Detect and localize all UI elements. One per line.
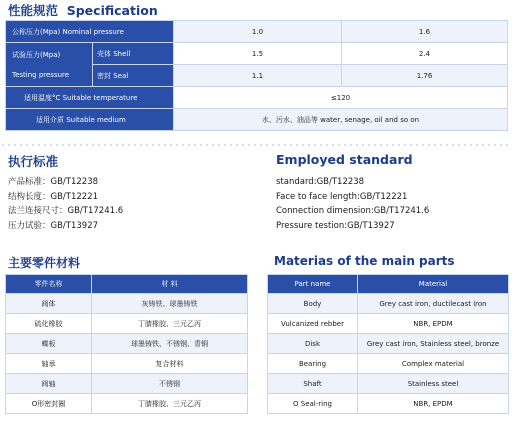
material-cell: NBR, EPDM <box>358 314 509 334</box>
standard-cn-line: 压力试验：GB/T13927 <box>8 220 99 231</box>
standard-cn-list <box>8 175 123 233</box>
temperature-label: 适用温度°C Suitable temperature <box>6 87 174 109</box>
testing-pressure-label-en: Testing pressure <box>12 70 70 79</box>
nominal-pressure-label: 公称压力(Mpa) Nominal pressure <box>6 21 174 43</box>
part-name-cell: O形密封圈 <box>6 394 92 414</box>
material-cell: 丁腈橡胶、三元乙丙 <box>92 394 248 414</box>
table-row <box>268 374 509 394</box>
part-name-cell: Body <box>268 294 358 314</box>
spec-title <box>8 1 158 19</box>
parts-en-header-part: Part name <box>268 275 358 294</box>
table-row <box>268 354 509 374</box>
material-cell: 不锈钢 <box>92 374 248 394</box>
standard-cn-line: 法兰连接尺寸：GB/T17241.6 <box>8 206 124 216</box>
material-cell: Complex material <box>358 354 509 374</box>
spec-title-en: Specification <box>66 3 158 18</box>
part-name-cell: Bearing <box>268 354 358 374</box>
dotted-divider <box>0 143 512 147</box>
standard-cn-line: 产品标准：GB/T12238 <box>8 177 99 187</box>
testing-pressure-label-cn: 试验压力(Mpa) <box>12 50 61 59</box>
material-cell: 复合材料 <box>92 354 248 374</box>
table-row <box>268 394 509 414</box>
nominal-pressure-value-2: 1.6 <box>342 21 508 43</box>
shell-value-1: 1.5 <box>174 43 342 65</box>
standard-en-line: Face to face length:GB/T12221 <box>276 191 408 202</box>
medium-label: 适用介质 Suitable medium <box>6 109 174 131</box>
table-row <box>268 314 509 334</box>
parts-cn-header-part: 零件名称 <box>6 275 92 294</box>
part-name-cell: 蝶板 <box>6 334 92 354</box>
nominal-pressure-value-1: 1.0 <box>174 21 342 43</box>
parts-en-title: Materias of the main parts <box>274 254 455 268</box>
table-row <box>6 314 248 334</box>
standard-cn-title: 执行标准 <box>8 154 59 169</box>
parts-cn-header-material: 材 料 <box>92 275 248 294</box>
part-name-cell: Vulcanized rebber <box>268 314 358 334</box>
medium-value: 水、污水、油品等 water, senage, oil and so on <box>174 109 508 131</box>
temperature-value: ≤120 <box>174 87 508 109</box>
material-cell: 球墨铸铁、不锈钢、青铜 <box>92 334 248 354</box>
shell-label: 壳体 Shell <box>93 43 174 65</box>
standard-en-line: Connection dimension:GB/T17241.6 <box>276 206 430 216</box>
table-row <box>6 354 248 374</box>
standard-en-line: standard:GB/T12238 <box>276 177 365 187</box>
material-cell: Stainless steel <box>358 374 509 394</box>
seal-label: 密封 Seal <box>93 65 174 87</box>
testing-pressure-label <box>6 43 93 87</box>
parts-cn-title: 主要零件材料 <box>8 256 81 270</box>
spec-table <box>5 20 508 131</box>
part-name-cell: 硫化橡胶 <box>6 314 92 334</box>
material-cell: Grey cast iron, ductilecast iron <box>358 294 509 314</box>
standard-en-title: Employed standard <box>276 152 413 167</box>
part-name-cell: Shaft <box>268 374 358 394</box>
standard-cn-line: 结构长度：GB/T12221 <box>8 191 99 202</box>
part-name-cell: Disk <box>268 334 358 354</box>
part-name-cell: O Seal-ring <box>268 394 358 414</box>
part-name-cell: 轴承 <box>6 354 92 374</box>
seal-value-2: 1.76 <box>342 65 508 87</box>
material-cell: 丁腈橡胶、三元乙丙 <box>92 314 248 334</box>
table-row <box>268 334 509 354</box>
table-row <box>6 374 248 394</box>
standard-en-list <box>276 175 429 233</box>
parts-cn-table <box>5 274 248 414</box>
material-cell: 灰铸铁、球墨铸铁 <box>92 294 248 314</box>
shell-value-2: 2.4 <box>342 43 508 65</box>
part-name-cell: 阀体 <box>6 294 92 314</box>
table-row <box>6 394 248 414</box>
material-cell: Grey cast iron, Stainless steel, bronze <box>358 334 509 354</box>
table-row <box>268 294 509 314</box>
parts-en-header-material: Material <box>358 275 509 294</box>
spec-title-cn: 性能规范 <box>8 3 59 18</box>
part-name-cell: 阀轴 <box>6 374 92 394</box>
parts-en-table <box>267 274 509 414</box>
material-cell: NBR, EPDM <box>358 394 509 414</box>
table-row <box>6 294 248 314</box>
standard-en-line: Pressure testion:GB/T13927 <box>276 220 395 231</box>
table-row <box>6 334 248 354</box>
seal-value-1: 1.1 <box>174 65 342 87</box>
